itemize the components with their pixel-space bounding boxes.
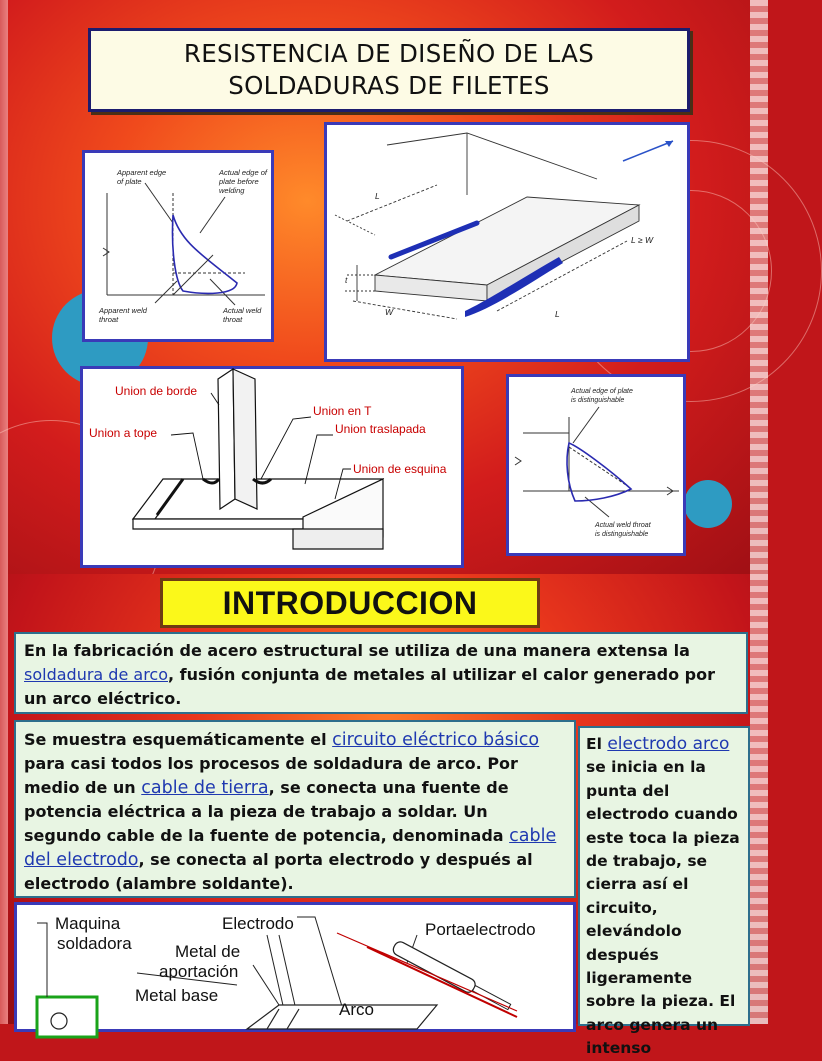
p2-text-3: , se conecta una fuente de potencia eléctrica a la pieza de trabajo a soldar. Un segundo cable de la fuente de potencia, denominada (24, 778, 510, 845)
label-edge-2: is distinguishable (571, 397, 625, 404)
intro-paragraph-3 (578, 726, 750, 1058)
label-union-traslapada: Union traslapada (335, 422, 426, 436)
label-apparent-edge-2: of plate (117, 177, 142, 186)
slide-2 (0, 574, 768, 1058)
label-L-bottom: L (555, 309, 560, 319)
p1-text-1: En la fabricación de acero estructural se utiliza de una manera extensa la (24, 641, 690, 660)
weld-throat-diagram (85, 153, 271, 339)
section-heading-text: INTRODUCCION (222, 584, 478, 621)
label-portaelectrodo: Portaelectrodo (425, 920, 536, 939)
label-union-esquina: Union de esquina (353, 462, 447, 476)
weld-distinguishable-diagram (509, 377, 683, 553)
label-actual-edge-2: plate before (219, 177, 259, 186)
welding-circuit-diagram (14, 902, 576, 1032)
label-t: t (345, 275, 348, 285)
p3-text-1: El (586, 735, 608, 753)
intro-paragraph-1 (14, 632, 748, 714)
link-cable-de-tierra[interactable]: cable de tierra (141, 778, 269, 798)
link-circuito-electrico-basico[interactable]: circuito eléctrico básico (332, 730, 540, 750)
label-L-ge-W: L ≥ W (631, 235, 653, 245)
label-apparent-edge-1: Apparent edge (117, 168, 167, 177)
label-throat-2: is distinguishable (595, 531, 649, 538)
label-L-top: L (375, 191, 380, 201)
label-union-t: Union en T (313, 404, 372, 418)
label-arco: Arco (339, 1000, 374, 1019)
label-metal-base: Metal base (135, 986, 219, 1005)
plate-weld-diagram (327, 125, 687, 359)
label-actual-throat-1: Actual weld (223, 306, 262, 315)
p2-text-4: , se conecta al porta electrodo y después al electrodo (alambre soldante). (24, 850, 533, 893)
joint-types-diagram (83, 369, 461, 565)
figure-weld-throat (82, 150, 274, 342)
label-metal-de: Metal de (175, 942, 241, 961)
label-actual-throat-2: throat (223, 315, 243, 324)
label-apparent-throat-2: throat (99, 315, 119, 324)
right-border-strip (750, 574, 768, 1024)
left-border-strip (0, 574, 8, 1024)
label-throat-1: Actual weld throat (595, 522, 651, 529)
p3-text-2: se inicia en la punta del electrodo cuando este toca la pieza de trabajo, se cierra así el circuito, elevándolo después ligeramente sobre la pieza. El arco genera un intenso (586, 758, 740, 1058)
label-union-tope: Union a tope (89, 426, 158, 440)
link-soldadura-de-arco[interactable]: soldadura de arco (24, 665, 168, 684)
welding-circuit-svg (17, 905, 573, 1029)
label-actual-edge-3: welding (219, 186, 245, 195)
figure-plate-weld (324, 122, 690, 362)
label-electrodo: Electrodo (222, 914, 294, 933)
label-edge-1: Actual edge of plate (571, 388, 633, 395)
label-union-borde: Union de borde (115, 384, 198, 398)
p2-text-2: para casi todos los procesos de soldadura de arco. Por medio de un (24, 754, 518, 797)
label-actual-edge-1: Actual edge of (219, 168, 267, 177)
label-apparent-throat-1: Apparent weld (99, 306, 147, 315)
decorative-circle (684, 480, 732, 528)
label-maquina: Maquina (55, 914, 121, 933)
label-W: W (385, 307, 394, 317)
figure-weld-distinguishable (506, 374, 686, 556)
figure-joint-types (80, 366, 464, 568)
label-soldadora: soldadora (57, 934, 132, 953)
p2-text-1: Se muestra esquemáticamente el (24, 730, 333, 749)
link-electrodo-arco[interactable]: electrodo arco (607, 734, 730, 754)
label-aportacion: aportación (159, 962, 239, 981)
slide-title-text: RESISTENCIA DE DISEÑO DE LAS SOLDADURAS DE FILETES (183, 39, 595, 100)
slide-title (88, 28, 690, 112)
p1-text-2: , fusión conjunta de metales al utilizar el calor generado por un arco eléctrico. (24, 665, 716, 708)
section-heading (160, 578, 540, 628)
intro-paragraph-2 (14, 720, 576, 898)
link-cable-del-electrodo[interactable]: cable del electrodo (24, 826, 557, 870)
